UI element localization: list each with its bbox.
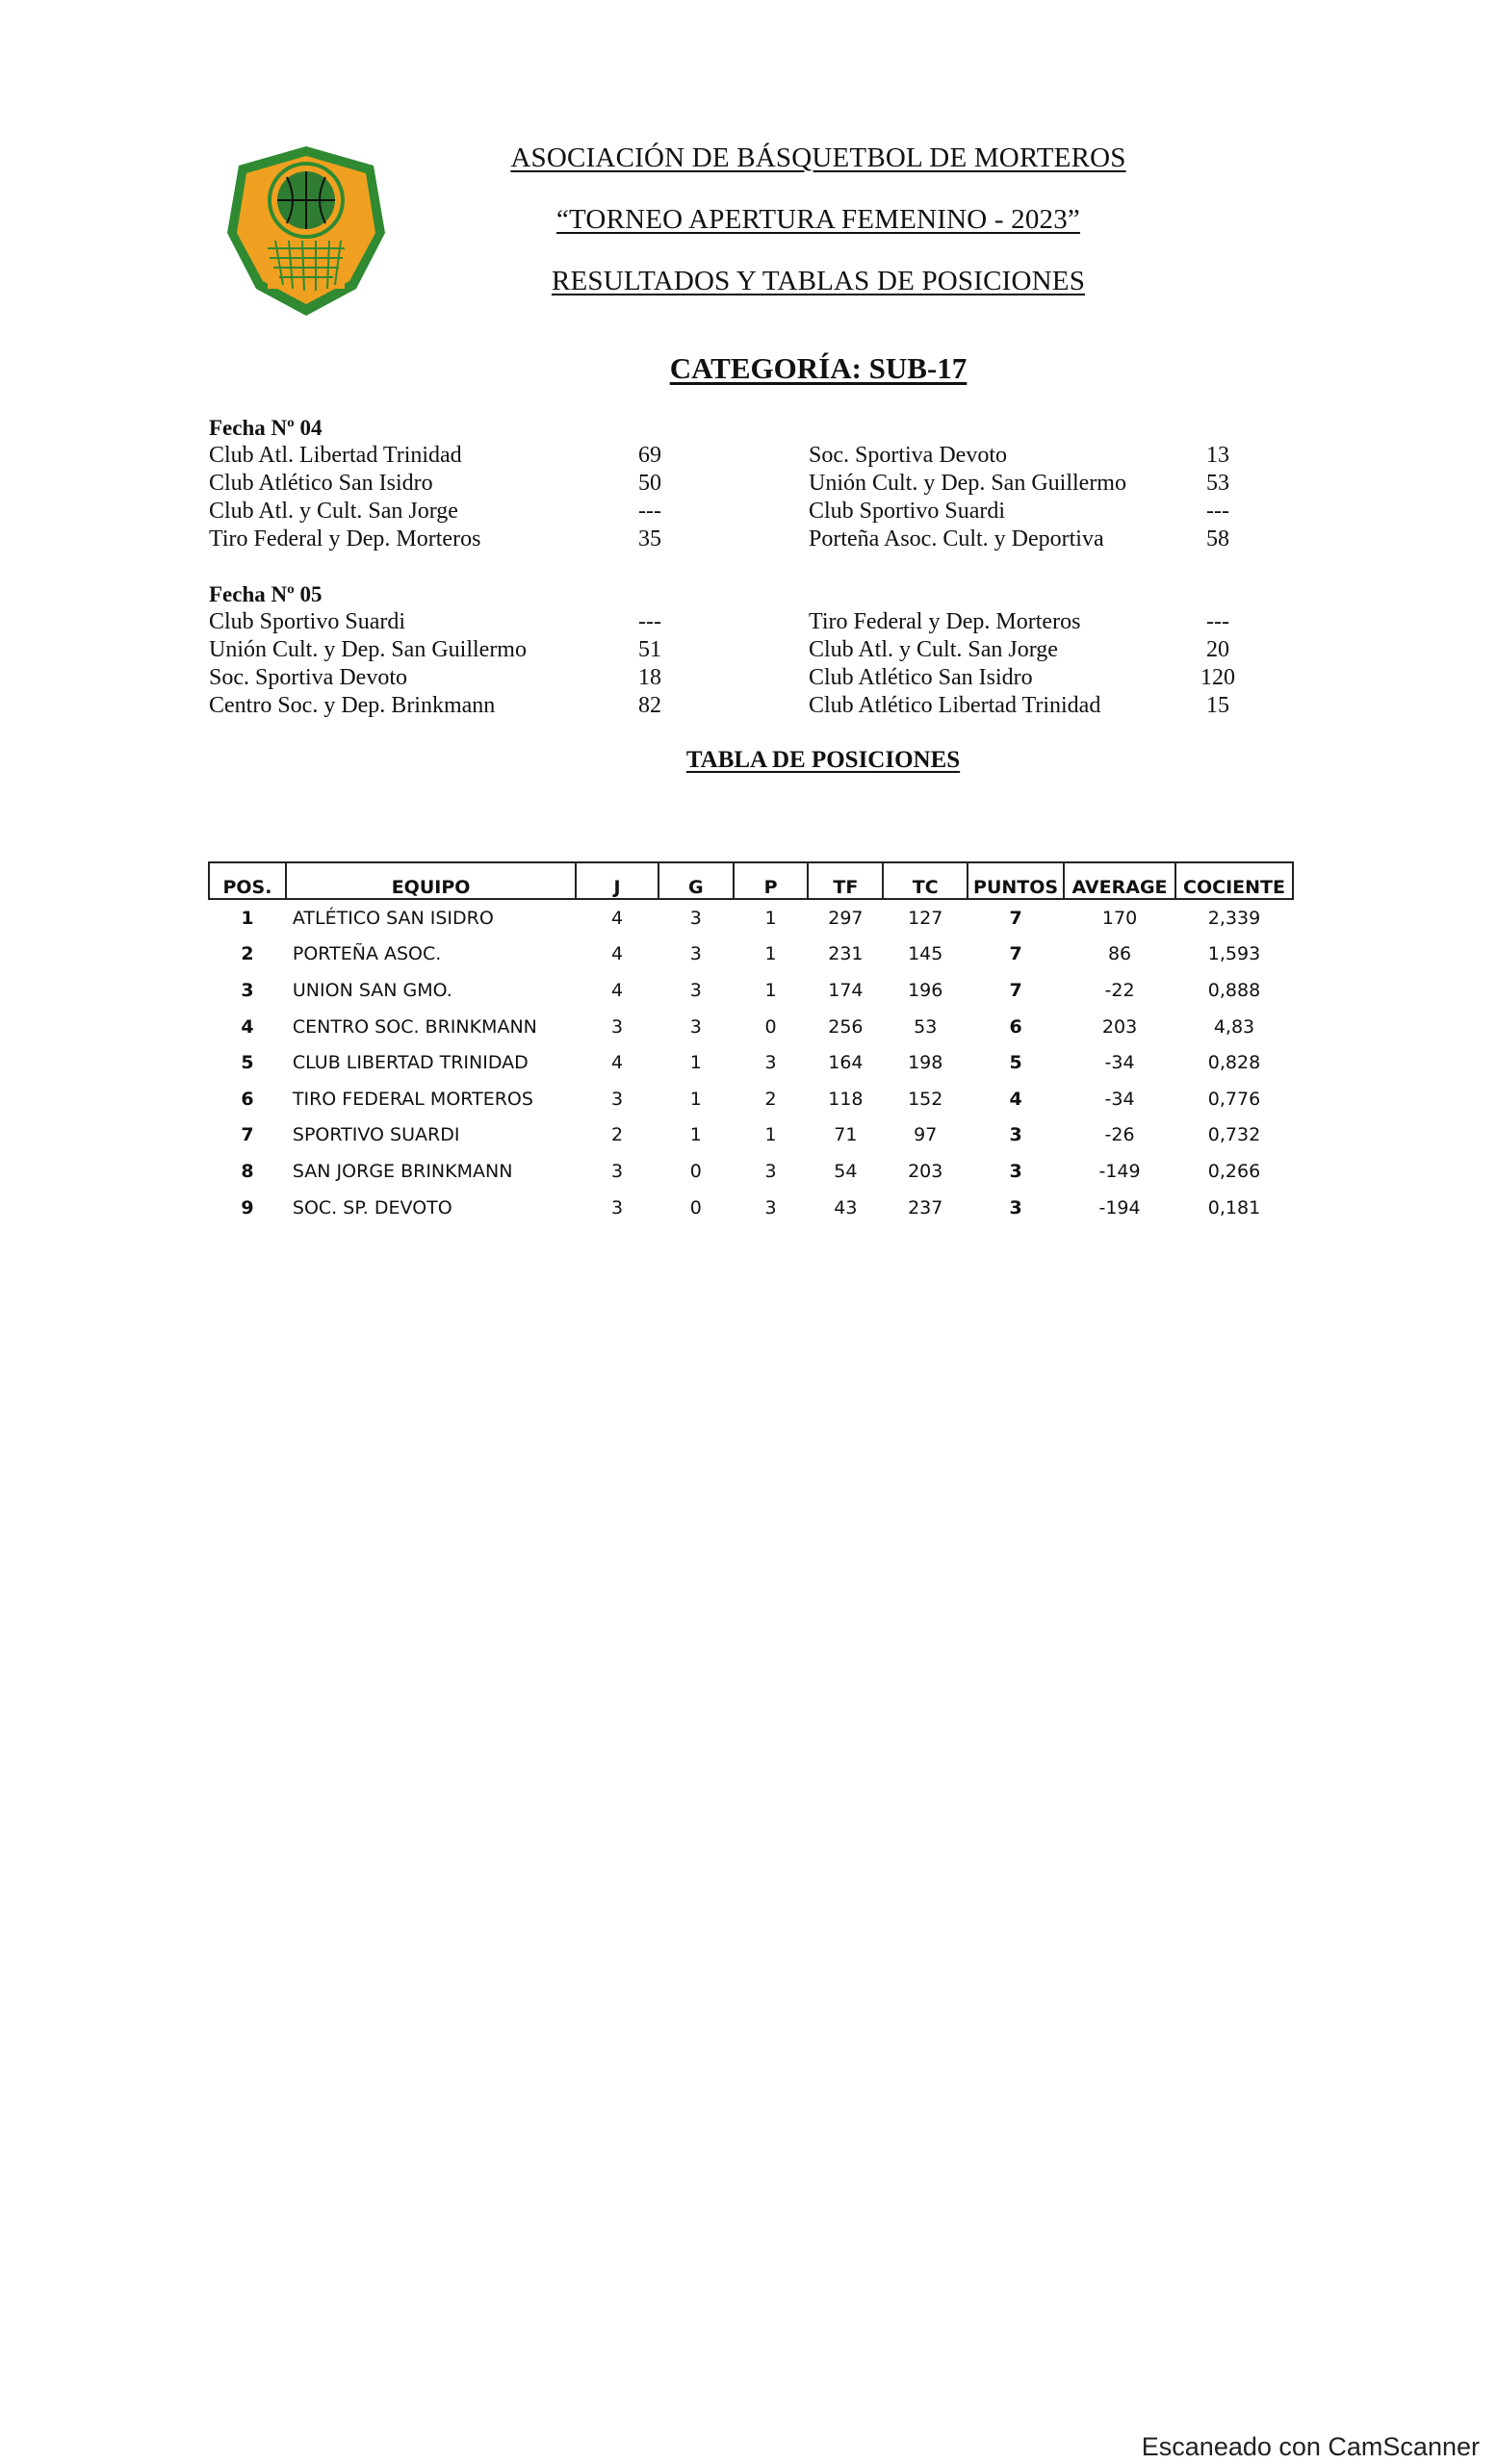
col-header: P xyxy=(734,862,809,899)
home-team: Club Atlético San Isidro xyxy=(209,471,433,496)
team-cell: CLUB LIBERTAD TRINIDAD xyxy=(292,1052,529,1074)
points-for-cell: 164 xyxy=(828,1052,864,1074)
position-cell: 2 xyxy=(241,943,254,965)
col-header: TC xyxy=(883,862,968,899)
standings-table xyxy=(208,861,1294,1225)
match-row xyxy=(0,526,1497,554)
position-cell: 5 xyxy=(241,1052,254,1074)
team-cell: CENTRO SOC. BRINKMANN xyxy=(292,1015,537,1038)
points-against-cell: 53 xyxy=(914,1015,938,1038)
points-for-cell: 54 xyxy=(834,1160,858,1182)
points-against-cell: 145 xyxy=(908,943,943,965)
won-cell: 3 xyxy=(689,979,702,1001)
away-score: --- xyxy=(1206,609,1229,634)
team-cell: SPORTIVO SUARDI xyxy=(292,1124,460,1146)
won-cell: 3 xyxy=(689,907,702,929)
home-team: Unión Cult. y Dep. San Guillermo xyxy=(209,637,527,662)
lost-cell: 1 xyxy=(764,907,777,929)
team-cell: ATLÉTICO SAN ISIDRO xyxy=(292,907,494,929)
col-header: PUNTOS xyxy=(968,862,1064,899)
points-against-cell: 127 xyxy=(908,907,943,929)
played-cell: 4 xyxy=(611,907,624,929)
home-score: 35 xyxy=(638,526,661,552)
home-team: Soc. Sportiva Devoto xyxy=(209,665,407,690)
average-cell: -34 xyxy=(1104,1088,1135,1110)
average-cell: 203 xyxy=(1101,1015,1138,1038)
points-cell: 3 xyxy=(1009,1160,1022,1182)
home-team: Centro Soc. y Dep. Brinkmann xyxy=(209,693,496,718)
scanner-footer: Escaneado con CamScanner xyxy=(1141,2432,1480,2461)
lost-cell: 1 xyxy=(764,943,777,965)
away-score: --- xyxy=(1206,499,1229,524)
lost-cell: 1 xyxy=(764,1124,777,1146)
average-cell: -194 xyxy=(1098,1196,1141,1219)
ratio-cell: 0,732 xyxy=(1207,1124,1261,1146)
tournament-title: “TORNEO APERTURA FEMENINO - 2023” xyxy=(555,204,1081,235)
away-team: Club Atl. y Cult. San Jorge xyxy=(809,637,1058,662)
points-against-cell: 237 xyxy=(908,1196,943,1219)
points-cell: 5 xyxy=(1009,1052,1022,1074)
away-team: Soc. Sportiva Devoto xyxy=(809,443,1007,468)
position-cell: 7 xyxy=(241,1124,254,1146)
played-cell: 4 xyxy=(611,1052,624,1074)
points-for-cell: 71 xyxy=(834,1124,858,1146)
association-title: ASOCIACIÓN DE BÁSQUETBOL DE MORTEROS xyxy=(510,142,1126,173)
position-cell: 9 xyxy=(241,1196,254,1219)
lost-cell: 3 xyxy=(764,1052,777,1074)
points-cell: 7 xyxy=(1009,979,1022,1001)
away-team: Porteña Asoc. Cult. y Deportiva xyxy=(809,526,1104,552)
col-header: POS. xyxy=(209,862,286,899)
away-score: 15 xyxy=(1206,693,1229,718)
standings-row xyxy=(209,1190,1293,1226)
points-for-cell: 118 xyxy=(828,1088,864,1110)
lost-cell: 2 xyxy=(764,1088,777,1110)
position-cell: 6 xyxy=(241,1088,254,1110)
away-team: Club Sportivo Suardi xyxy=(809,499,1006,524)
ratio-cell: 4,83 xyxy=(1213,1015,1255,1038)
standings-title: TABLA DE POSICIONES xyxy=(685,747,961,773)
match-row xyxy=(0,637,1497,665)
played-cell: 3 xyxy=(611,1160,624,1182)
home-score: --- xyxy=(638,609,661,634)
standings-body xyxy=(209,899,1293,1225)
team-cell: UNION SAN GMO. xyxy=(292,979,452,1001)
match-row xyxy=(0,499,1497,526)
average-cell: -34 xyxy=(1104,1052,1135,1074)
points-for-cell: 174 xyxy=(828,979,864,1001)
col-header: TF xyxy=(808,862,883,899)
points-for-cell: 297 xyxy=(828,907,864,929)
lost-cell: 3 xyxy=(764,1196,777,1219)
category-title: CATEGORÍA: SUB-17 xyxy=(669,351,968,385)
lost-cell: 0 xyxy=(764,1015,777,1038)
results-title: RESULTADOS Y TABLAS DE POSICIONES xyxy=(551,266,1086,296)
fecha-04-title: Fecha Nº 04 xyxy=(209,416,323,440)
home-team: Tiro Federal y Dep. Morteros xyxy=(209,526,481,552)
ratio-cell: 0,828 xyxy=(1207,1052,1261,1074)
home-team: Club Sportivo Suardi xyxy=(209,609,406,634)
played-cell: 3 xyxy=(611,1015,624,1038)
home-score: 50 xyxy=(638,471,661,496)
col-header: EQUIPO xyxy=(286,862,576,899)
ratio-cell: 0,266 xyxy=(1207,1160,1261,1182)
won-cell: 1 xyxy=(689,1124,702,1146)
home-score: 82 xyxy=(638,693,661,718)
average-cell: 170 xyxy=(1101,907,1138,929)
away-score: 53 xyxy=(1206,471,1229,496)
fecha-05-title: Fecha Nº 05 xyxy=(209,582,323,606)
col-header: J xyxy=(576,862,658,899)
points-cell: 3 xyxy=(1009,1124,1022,1146)
points-against-cell: 196 xyxy=(908,979,943,1001)
ratio-cell: 1,593 xyxy=(1207,943,1261,965)
points-against-cell: 152 xyxy=(908,1088,943,1110)
played-cell: 4 xyxy=(611,943,624,965)
ratio-cell: 2,339 xyxy=(1207,907,1261,929)
away-score: 120 xyxy=(1200,665,1235,690)
home-score: 51 xyxy=(638,637,661,662)
points-against-cell: 198 xyxy=(908,1052,943,1074)
points-for-cell: 231 xyxy=(828,943,864,965)
played-cell: 4 xyxy=(611,979,624,1001)
col-header: G xyxy=(658,862,734,899)
standings-row xyxy=(209,899,1293,937)
position-cell: 1 xyxy=(241,907,254,929)
points-against-cell: 97 xyxy=(914,1124,938,1146)
won-cell: 0 xyxy=(689,1196,702,1219)
standings-row xyxy=(209,1009,1293,1045)
position-cell: 4 xyxy=(241,1015,254,1038)
standings-row xyxy=(209,1117,1293,1154)
average-cell: -26 xyxy=(1104,1124,1135,1146)
home-team: Club Atl. y Cult. San Jorge xyxy=(209,499,458,524)
match-row xyxy=(0,471,1497,499)
team-cell: SAN JORGE BRINKMANN xyxy=(292,1160,513,1182)
col-header: COCIENTE xyxy=(1175,862,1293,899)
points-against-cell: 203 xyxy=(908,1160,943,1182)
ratio-cell: 0,776 xyxy=(1207,1088,1261,1110)
played-cell: 3 xyxy=(611,1196,624,1219)
away-team: Unión Cult. y Dep. San Guillermo xyxy=(809,471,1126,496)
match-row xyxy=(0,443,1497,471)
average-cell: -22 xyxy=(1104,979,1135,1001)
match-row xyxy=(0,609,1497,637)
home-score: --- xyxy=(638,499,661,524)
standings-row xyxy=(209,1044,1293,1081)
col-header: AVERAGE xyxy=(1064,862,1175,899)
away-score: 58 xyxy=(1206,526,1229,552)
won-cell: 3 xyxy=(689,1015,702,1038)
away-team: Tiro Federal y Dep. Morteros xyxy=(809,609,1081,634)
won-cell: 1 xyxy=(689,1052,702,1074)
points-for-cell: 256 xyxy=(828,1015,864,1038)
away-team: Club Atlético San Isidro xyxy=(809,665,1033,690)
match-row xyxy=(0,693,1497,721)
average-cell: 86 xyxy=(1107,943,1132,965)
home-score: 69 xyxy=(638,443,661,468)
away-score: 20 xyxy=(1206,637,1229,662)
home-score: 18 xyxy=(638,665,661,690)
ratio-cell: 0,181 xyxy=(1207,1196,1261,1219)
points-cell: 4 xyxy=(1009,1088,1022,1110)
home-team: Club Atl. Libertad Trinidad xyxy=(209,443,462,468)
lost-cell: 3 xyxy=(764,1160,777,1182)
played-cell: 3 xyxy=(611,1088,624,1110)
position-cell: 8 xyxy=(241,1160,254,1182)
team-cell: PORTEÑA ASOC. xyxy=(292,943,442,965)
points-for-cell: 43 xyxy=(834,1196,858,1219)
won-cell: 1 xyxy=(689,1088,702,1110)
team-cell: TIRO FEDERAL MORTEROS xyxy=(292,1088,533,1110)
team-cell: SOC. SP. DEVOTO xyxy=(292,1196,452,1219)
won-cell: 3 xyxy=(689,943,702,965)
away-score: 13 xyxy=(1206,443,1229,468)
lost-cell: 1 xyxy=(764,979,777,1001)
points-cell: 7 xyxy=(1009,907,1022,929)
standings-header-row xyxy=(209,862,1293,899)
away-team: Club Atlético Libertad Trinidad xyxy=(809,693,1101,718)
won-cell: 0 xyxy=(689,1160,702,1182)
standings-row xyxy=(209,1153,1293,1190)
average-cell: -149 xyxy=(1098,1160,1141,1182)
points-cell: 3 xyxy=(1009,1196,1022,1219)
points-cell: 6 xyxy=(1009,1015,1022,1038)
played-cell: 2 xyxy=(611,1124,624,1146)
points-cell: 7 xyxy=(1009,943,1022,965)
match-row xyxy=(0,665,1497,693)
position-cell: 3 xyxy=(241,979,254,1001)
ratio-cell: 0,888 xyxy=(1207,979,1261,1001)
association-logo xyxy=(219,144,393,318)
standings-row xyxy=(209,972,1293,1009)
standings-row xyxy=(209,937,1293,973)
standings-row xyxy=(209,1081,1293,1117)
